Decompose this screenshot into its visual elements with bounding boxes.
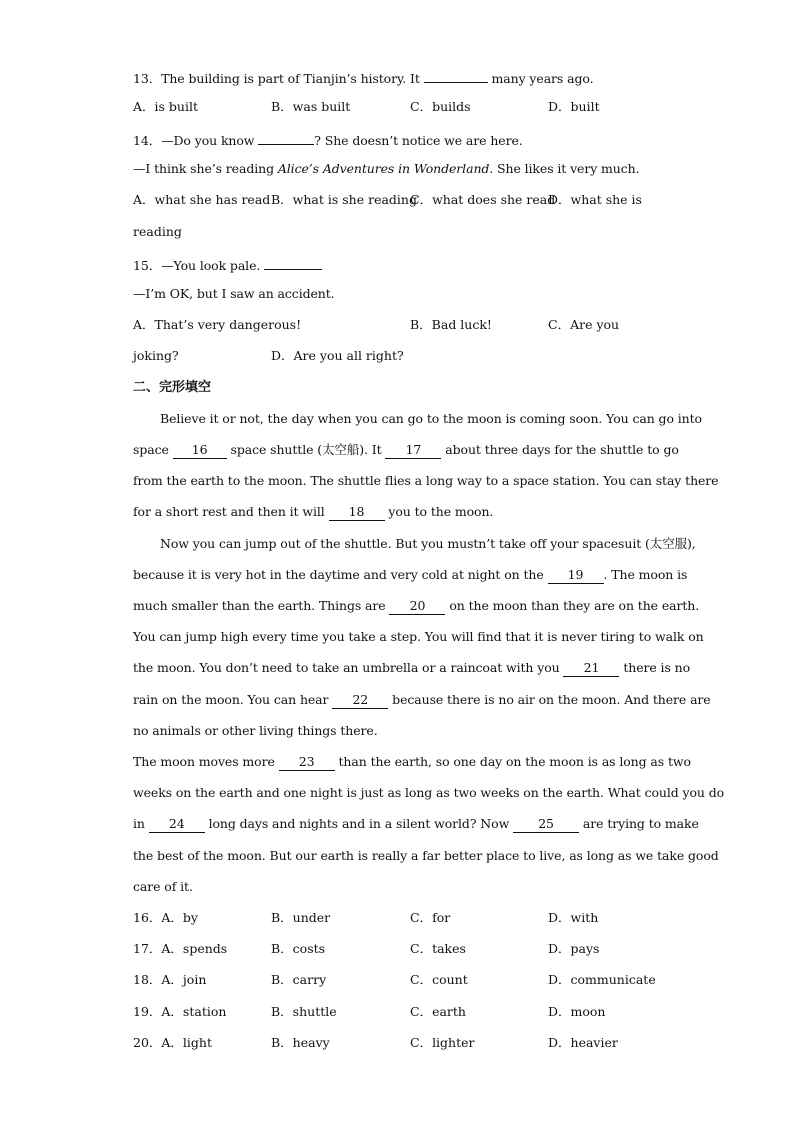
passage-text: than the earth, so one day on the moon is as long as two	[334, 754, 691, 769]
choice-number: 18．	[133, 972, 162, 987]
option-label: A．station	[161, 1004, 227, 1019]
q15-option-d[interactable]: D．Are you all right?	[271, 348, 404, 363]
choice-number: 16．	[133, 910, 162, 925]
choice-20-option-b[interactable]: B．heavy	[271, 1035, 330, 1050]
choice-16-option-d[interactable]: D．with	[548, 910, 599, 925]
blank-16[interactable]: 16	[173, 442, 227, 459]
q13-option-a[interactable]: A．is built	[133, 99, 198, 114]
question-15-stem	[133, 253, 661, 276]
passage-line	[133, 565, 688, 585]
passage-text: are trying to make	[579, 816, 699, 831]
q13-text-a: 13．The building is part of Tianjin’s history. It	[133, 71, 424, 86]
q14-reply-a: —I think she’s reading	[133, 161, 278, 176]
q13-blank	[424, 66, 488, 83]
q14-option-d-cont: reading	[133, 224, 182, 239]
choice-18-option-a[interactable]	[133, 970, 206, 990]
choice-18-option-c[interactable]: C．count	[410, 972, 468, 987]
passage-text: in	[133, 816, 149, 831]
choice-17-option-a[interactable]	[133, 939, 227, 959]
passage-text: rain on the moon. You can hear	[133, 692, 333, 707]
passage-line: the best of the moon. But our earth is really a far better place to live, as long as we take good	[133, 848, 719, 863]
choice-19-option-a[interactable]	[133, 1002, 226, 1022]
blank-20[interactable]: 20	[389, 598, 445, 615]
option-label: A．by	[161, 910, 198, 925]
choice-20-option-a[interactable]	[133, 1033, 212, 1053]
blank-21[interactable]: 21	[563, 660, 619, 677]
passage-text: The moon moves more	[133, 754, 279, 769]
blank-17[interactable]: 17	[385, 442, 441, 459]
choice-16-option-b[interactable]: B．under	[271, 910, 331, 925]
q14-blank	[258, 128, 314, 145]
q14-option-a[interactable]: A．what she has read	[133, 192, 271, 207]
passage-text: because it is very hot in the daytime and very cold at night on the	[133, 567, 548, 582]
passage-line	[133, 658, 691, 678]
blank-18[interactable]: 18	[329, 504, 385, 521]
question-14-reply	[133, 159, 661, 179]
q14-option-d[interactable]: D．what she is	[548, 192, 642, 207]
passage-line: You can jump high every time you take a step. You will find that it is never tiring to walk on	[133, 629, 704, 644]
choice-17-option-d[interactable]: D．pays	[548, 941, 600, 956]
passage-line	[133, 440, 679, 460]
q14-text-a: 14．—Do you know	[133, 133, 259, 148]
choice-17-option-c[interactable]: C．takes	[410, 941, 466, 956]
question-15-reply: —I’m OK, but I saw an accident.	[133, 286, 335, 301]
q13-option-b[interactable]: B．was built	[271, 99, 351, 114]
question-13-stem	[133, 66, 661, 89]
q15-option-b[interactable]: B．Bad luck!	[410, 317, 492, 332]
choice-number: 17．	[133, 941, 162, 956]
passage-line	[133, 596, 700, 616]
choice-17-option-b[interactable]: B．costs	[271, 941, 326, 956]
passage-text: space	[133, 442, 173, 457]
choice-number: 19．	[133, 1004, 162, 1019]
passage-line: care of it.	[133, 879, 193, 894]
passage-line: Believe it or not, the day when you can go to the moon is coming soon. You can go into	[160, 411, 702, 426]
passage-line	[133, 690, 711, 710]
q14-option-b[interactable]: B．what is she reading	[271, 192, 417, 207]
q15-option-c[interactable]: C．Are you	[548, 317, 620, 332]
passage-line	[133, 502, 661, 522]
passage-line: Now you can jump out of the shuttle. But you mustn’t take off your spacesuit (太空服),	[160, 536, 696, 551]
option-label: A．spends	[161, 941, 228, 956]
choice-18-option-d[interactable]: D．communicate	[548, 972, 656, 987]
blank-19[interactable]: 19	[548, 567, 604, 584]
passage-text: much smaller than the earth. Things are	[133, 598, 390, 613]
passage-text: there is no	[619, 660, 691, 675]
passage-text: . The moon is	[603, 567, 688, 582]
choice-number: 20．	[133, 1035, 162, 1050]
passage-text: because there is no air on the moon. And there are	[388, 692, 711, 707]
passage-line: no animals or other living things there.	[133, 723, 378, 738]
option-label: A．join	[161, 972, 207, 987]
choice-20-option-d[interactable]: D．heavier	[548, 1035, 618, 1050]
passage-text: for a short rest and then it will	[133, 504, 329, 519]
choice-19-option-b[interactable]: B．shuttle	[271, 1004, 337, 1019]
q14-reply-b: . She likes it very much.	[489, 161, 640, 176]
option-label: A．light	[161, 1035, 213, 1050]
q15-blank	[264, 253, 322, 270]
passage-text: about three days for the shuttle to go	[441, 442, 679, 457]
section-heading-cloze: 二、完形填空	[133, 380, 212, 395]
choice-16-option-a[interactable]	[133, 908, 198, 928]
q15-option-c-cont: joking?	[133, 348, 179, 363]
passage-text: you to the moon.	[384, 504, 494, 519]
choice-18-option-b[interactable]: B．carry	[271, 972, 327, 987]
choice-16-option-c[interactable]: C．for	[410, 910, 451, 925]
passage-text: space shuttle (太空船). It	[226, 442, 386, 457]
q14-text-b: ? She doesn’t notice we are here.	[314, 133, 523, 148]
q15-text: 15．—You look pale.	[133, 258, 265, 273]
passage-line	[133, 814, 699, 834]
question-14-stem	[133, 128, 661, 151]
choice-19-option-d[interactable]: D．moon	[548, 1004, 606, 1019]
q13-option-c[interactable]: C．builds	[410, 99, 471, 114]
choice-19-option-c[interactable]: C．earth	[410, 1004, 466, 1019]
blank-22[interactable]: 22	[332, 692, 388, 709]
q13-text-b: many years ago.	[487, 71, 594, 86]
q15-option-a[interactable]: A．That’s very dangerous!	[133, 317, 302, 332]
q14-option-c[interactable]: C．what does she read	[410, 192, 556, 207]
passage-text: the moon. You don’t need to take an umbrella or a raincoat with you	[133, 660, 564, 675]
q14-book-title: Alice’s Adventures in Wonderland	[277, 161, 490, 176]
passage-text: long days and nights and in a silent world? Now	[204, 816, 514, 831]
blank-23[interactable]: 23	[279, 754, 335, 771]
blank-24[interactable]: 24	[149, 816, 205, 833]
choice-20-option-c[interactable]: C．lighter	[410, 1035, 475, 1050]
passage-line: weeks on the earth and one night is just as long as two weeks on the earth. What could you do	[133, 785, 725, 800]
passage-line	[133, 752, 691, 772]
passage-text: on the moon than they are on the earth.	[445, 598, 700, 613]
passage-line: from the earth to the moon. The shuttle flies a long way to a space station. You can stay there	[133, 473, 719, 488]
blank-25[interactable]: 25	[513, 816, 579, 833]
q13-option-d[interactable]: D．built	[548, 99, 600, 114]
